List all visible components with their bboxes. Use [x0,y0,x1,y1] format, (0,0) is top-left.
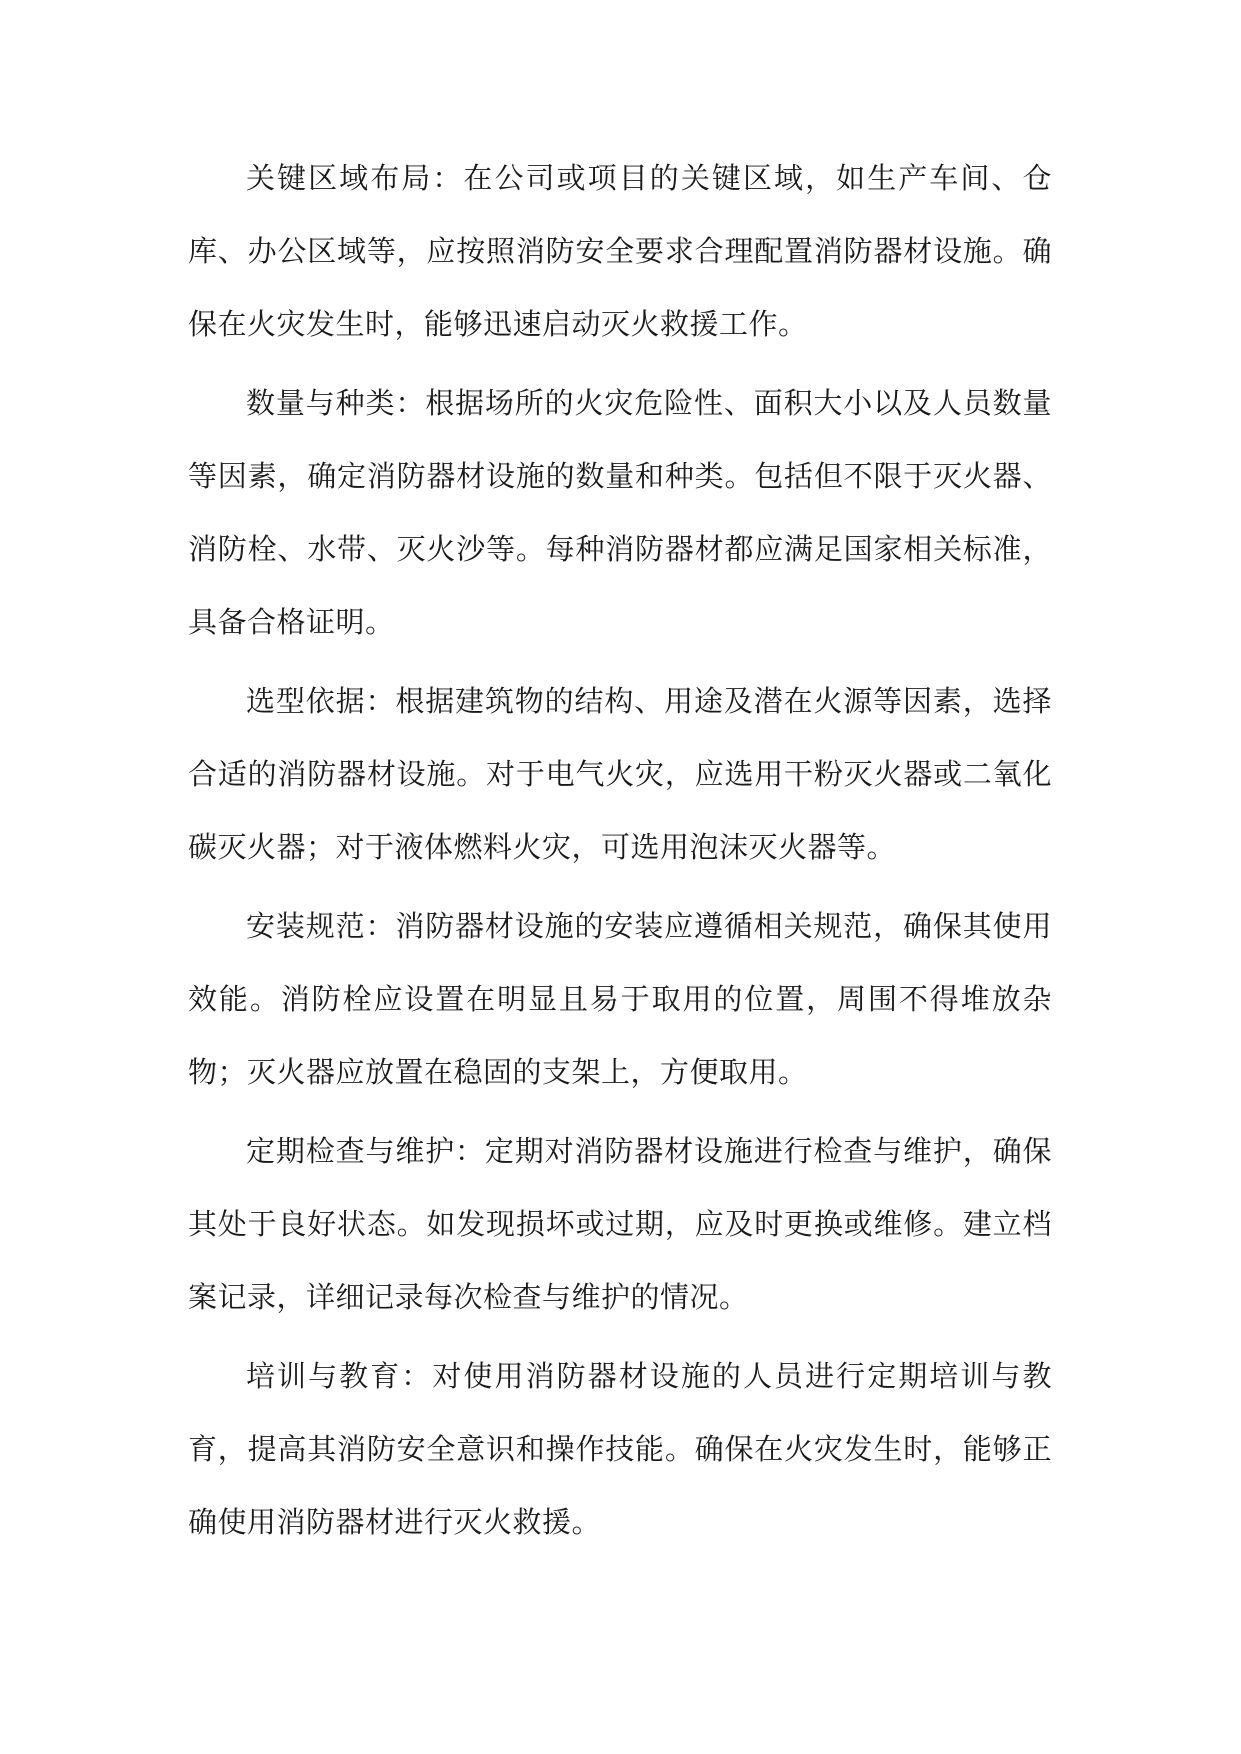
paragraph-quantity-and-type: 数量与种类：根据场所的火灾危险性、面积大小以及人员数量等因素，确定消防器材设施的数量和种类。包括但不限于灭火器、消防栓、水带、灭火沙等。每种消防器材都应满足国家相关标准，具备合格证明。 [188,386,1052,639]
paragraph-training-education: 培训与教育：对使用消防器材设施的人员进行定期培训与教育，提高其消防安全意识和操作技能。确保在火灾发生时，能够正确使用消防器材进行灭火救援。 [188,1359,1052,1539]
document-body [188,142,1052,1565]
paragraph-inspection-maintenance: 定期检查与维护：定期对消防器材设施进行检查与维护，确保其处于良好状态。如发现损坏或过期，应及时更换或维修。建立档案记录，详细记录每次检查与维护的情况。 [188,1134,1052,1314]
paragraph-key-area-layout: 关键区域布局：在公司或项目的关键区域，如生产车间、仓库、办公区域等，应按照消防安全要求合理配置消防器材设施。确保在火灾发生时，能够迅速启动灭火救援工作。 [188,161,1052,341]
paragraph-installation-standards: 安装规范：消防器材设施的安装应遵循相关规范，确保其使用效能。消防栓应设置在明显且易于取用的位置，周围不得堆放杂物；灭火器应放置在稳固的支架上，方便取用。 [188,909,1052,1089]
paragraph-selection-basis: 选型依据：根据建筑物的结构、用途及潜在火源等因素，选择合适的消防器材设施。对于电气火灾，应选用干粉灭火器或二氧化碳灭火器；对于液体燃料火灾，可选用泡沫灭火器等。 [188,684,1052,864]
